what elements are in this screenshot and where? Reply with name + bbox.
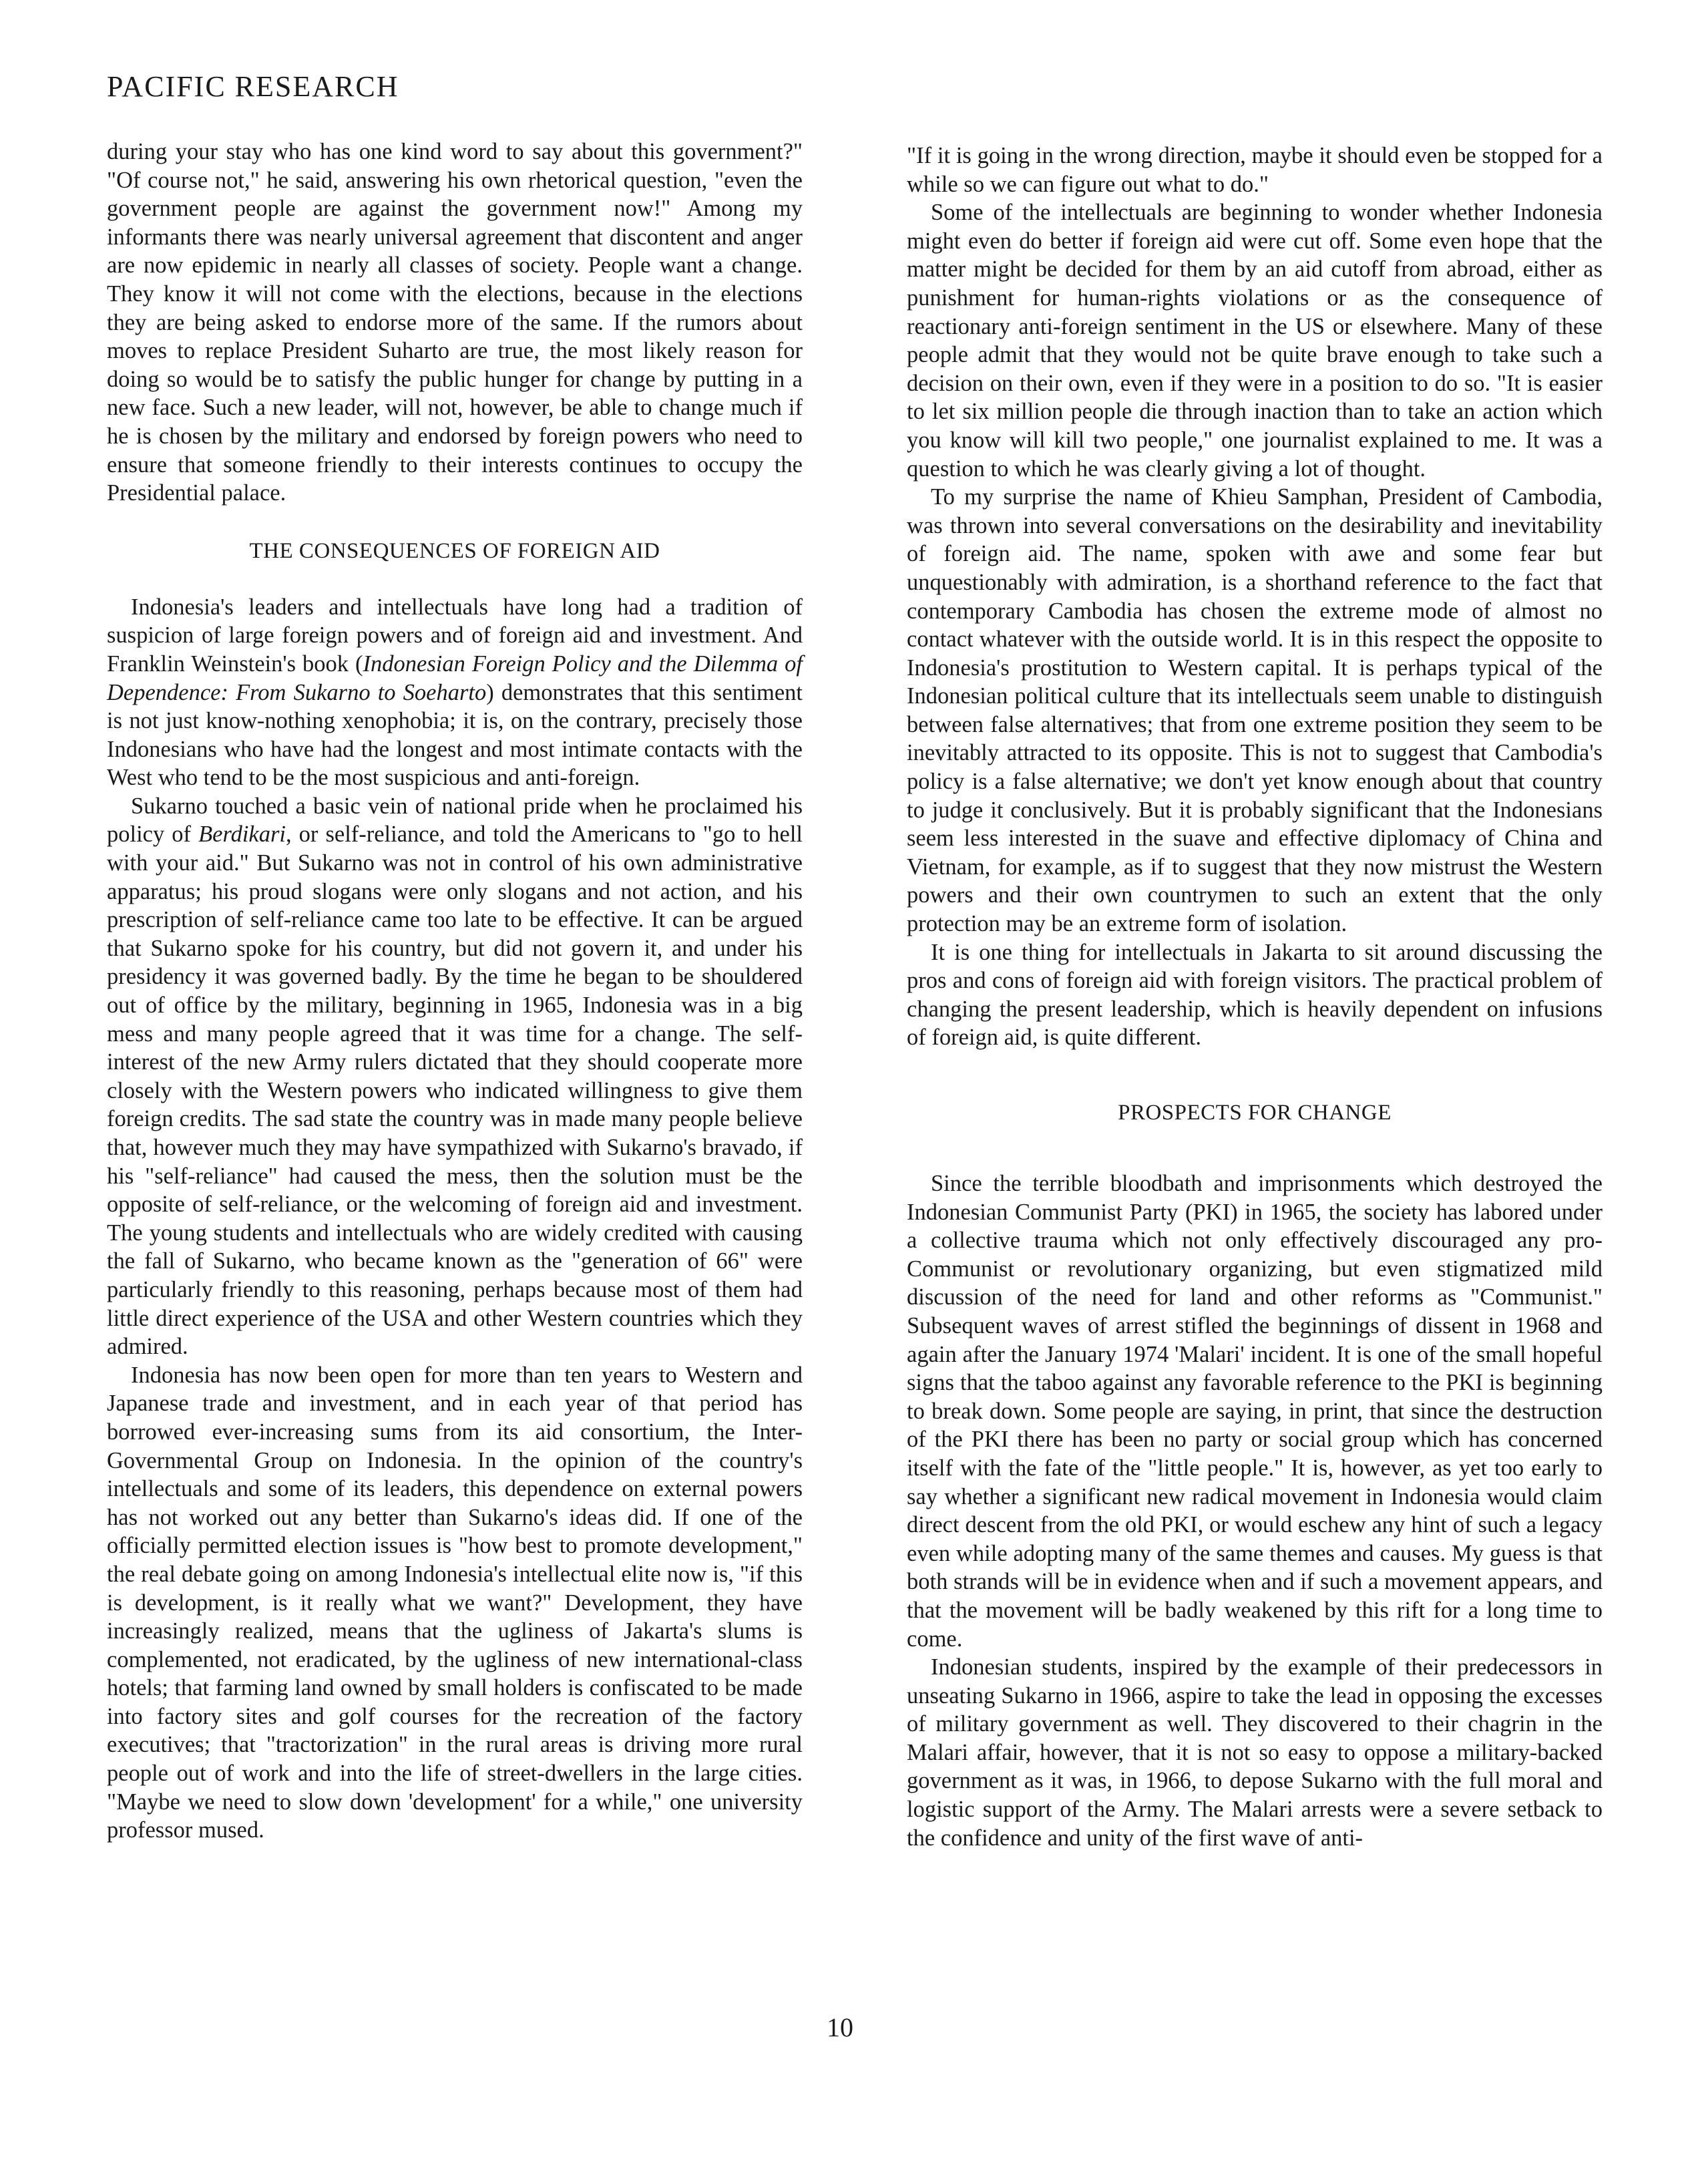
- section-heading-foreign-aid: THE CONSEQUENCES OF FOREIGN AID: [249, 538, 660, 563]
- page-number: 10: [827, 2012, 853, 2042]
- text-run: , or self-reliance, and told the Americans to "go to hell with your aid." But Sukarno was not in control of his own administrative apparatus; his proud slogans were only slogans and not action, and his prescription of self-reliance came too late to be effective. It can be argued that Sukarno spoke for his country, but did not govern it, and under his presidency it was governed badly. By the time he began to be shouldered out of office by the military, beginning in 1965, Indonesia was in a big mess and many people agreed that it was time for a change. The self-interest of the new Army rulers dictated that they should cooperate more closely with the Western powers who indicated willingness to give them foreign credits. The sad state the country was in made many people believe that, however much they may have sympathized with Sukarno's bravado, if his "self-reliance" had caused the mess, then the solution must be the opposite of self-reliance, or the welcoming of foreign aid and investment. The young students and intellectuals who are widely credited with causing the fall of Sukarno, who became known as the "generation of 66" were particularly friendly to this reasoning, perhaps because most of them had little direct experience of the USA and other Western countries which they admired.: [107, 822, 803, 1360]
- book-title: Indonesian Foreign Policy and the Dilemma of Dependence: From Sukarno to Soeharto: [107, 651, 803, 705]
- left-column: [107, 138, 803, 1845]
- left-paragraph-1: during your stay who has one kind word to say about this government?" "Of course not," he said, answering his own rhetorical question, "even the government people are against the government now!" Among my informants there was nearly universal agreement that discontent and anger are now epidemic in nearly all classes of society. People want a change. They know it will not come with the elections, because in the elections they are being asked to endorse more of the same. If the rumors about moves to replace President Suharto are true, the most likely reason for doing so would be to satisfy the public hunger for change by putting in a new face. Such a new leader, will not, however, be able to change much if he is chosen by the military and endorsed by foreign powers who need to ensure that someone friendly to their interests continues to occupy the Presidential palace.: [107, 139, 803, 506]
- running-head: PACIFIC RESEARCH: [107, 70, 399, 103]
- italic-term: Berdikari: [198, 822, 286, 848]
- text-run: ) demonstrates that this sentiment is not just know-nothing xenophobia; it is, on the contrary, precisely those Indonesians who have had the longest and most intimate contacts with the West who tend to be the most suspicious and anti-foreign.: [107, 679, 803, 791]
- right-paragraph-1: "If it is going in the wrong direction, maybe it should even be stopped for a while so we can figure out what to do.": [907, 143, 1603, 197]
- right-paragraph-3: To my surprise the name of Khieu Samphan, President of Cambodia, was thrown into several conversations on the desirability and inevitability of foreign aid. The name, spoken with awe and some fear but unquestionably with admiration, is a shorthand reference to the fact that contemporary Cambodia has chosen the extreme mode of almost no contact whatever with the outside world. It is in this respect the opposite to Indonesia's prostitution to Western capital. It is perhaps typical of the Indonesian political culture that its intellectuals seem unable to distinguish between false alternatives; that from one extreme position they seem to be inevitably attracted to its opposite. This is not to suggest that Cambodia's policy is a false alternative; we don't yet know enough about that country to judge it conclusively. But it is probably significant that the Indonesians seem less interested in the suave and effective diplomacy of China and Vietnam, for example, as if to suggest that they now mistrust the Western powers and their own countrymen to such an extent that the only protection may be an extreme form of isolation.: [907, 484, 1603, 937]
- right-paragraph-2: Some of the intellectuals are beginning to wonder whether Indonesia might even do better if foreign aid were cut off. Some even hope that the matter might be decided for them by an aid cutoff from abroad, either as punishment for human-rights violations or as the consequence of reactionary anti-foreign sentiment in the US or elsewhere. Many of these people admit that they would not be quite brave enough to take such a decision on their own, even if they were in a position to do so. "It is easier to let six million people die through inaction than to take an action which you know will kill two people," one journalist explained to me. It was a question to which he was clearly giving a lot of thought.: [907, 200, 1603, 482]
- left-paragraph-2: [107, 593, 803, 792]
- text-run: Indonesia's leaders and intellectuals have long had a tradition of suspicion of large foreign powers and of foreign aid and investment. And Franklin Weinstein's book (: [107, 594, 803, 677]
- text-run: Sukarno touched a basic vein of national pride when he proclaimed his policy of: [107, 793, 803, 848]
- right-column: [907, 142, 1603, 1852]
- left-paragraph-4: Indonesia has now been open for more than ten years to Western and Japanese trade and investment, and in each year of that period has borrowed ever-increasing sums from its aid consortium, the Inter-Governmental Group on Indonesia. In the opinion of the country's intellectuals and some of its leaders, this dependence on external powers has not worked out any better than Sukarno's ideas did. If one of the officially permitted election issues is "how best to promote development," the real debate going on among Indonesia's intellectual elite now is, "if this is development, is it really what we want?" Development, they have increasingly realized, means that the ugliness of Jakarta's slums is complemented, not eradicated, by the ugliness of new international-class hotels; that farming land owned by small holders is confiscated to be made into factory sites and golf courses for the recreation of the factory executives; that "tractorization" in the rural areas is driving more rural people out of work and into the life of street-dwellers in the large cities. "Maybe we need to slow down 'development' for a while," one university professor mused.: [107, 1362, 803, 1843]
- right-paragraph-6: Indonesian students, inspired by the example of their predecessors in unseating Sukarno in 1966, aspire to take the lead in opposing the excesses of military government as well. They discovered to their chagrin in the Malari affair, however, that it is not so easy to oppose a military-backed government as it was, in 1966, to depose Sukarno with the full moral and logistic support of the Army. The Malari arrests were a severe setback to the confidence and unity of the first wave of anti-: [907, 1654, 1603, 1851]
- right-paragraph-4: It is one thing for intellectuals in Jakarta to sit around discussing the pros and cons of foreign aid with foreign visitors. The practical problem of changing the present leadership, which is heavily dependent on infusions of foreign aid, is quite different.: [907, 939, 1603, 1051]
- right-paragraph-5: Since the terrible bloodbath and imprisonments which destroyed the Indonesian Communist Party (PKI) in 1965, the society has labored under a collective trauma which not only effectively discouraged any pro-Communist or revolutionary organizing, but even stigmatized mild discussion of the need for land and other reforms as "Communist." Subsequent waves of arrest stifled the beginnings of dissent in 1968 and again after the January 1974 'Malari' incident. It is one of the small hopeful signs that the taboo against any favorable reference to the PKI is beginning to break down. Some people are saying, in print, that since the destruction of the PKI there has been no party or social group which has concerned itself with the fate of the "little people." It is, however, as yet too early to say whether a significant new radical movement in Indonesia would claim direct descent from the old PKI, or would eschew any hint of such a legacy even while adopting many of the same themes and causes. My guess is that both strands will be in evidence when and if such a movement appears, and that the movement will be badly weakened by this rift for a long time to come.: [907, 1171, 1603, 1652]
- section-heading-prospects: PROSPECTS FOR CHANGE: [1118, 1101, 1392, 1125]
- left-paragraph-3: [107, 792, 803, 1361]
